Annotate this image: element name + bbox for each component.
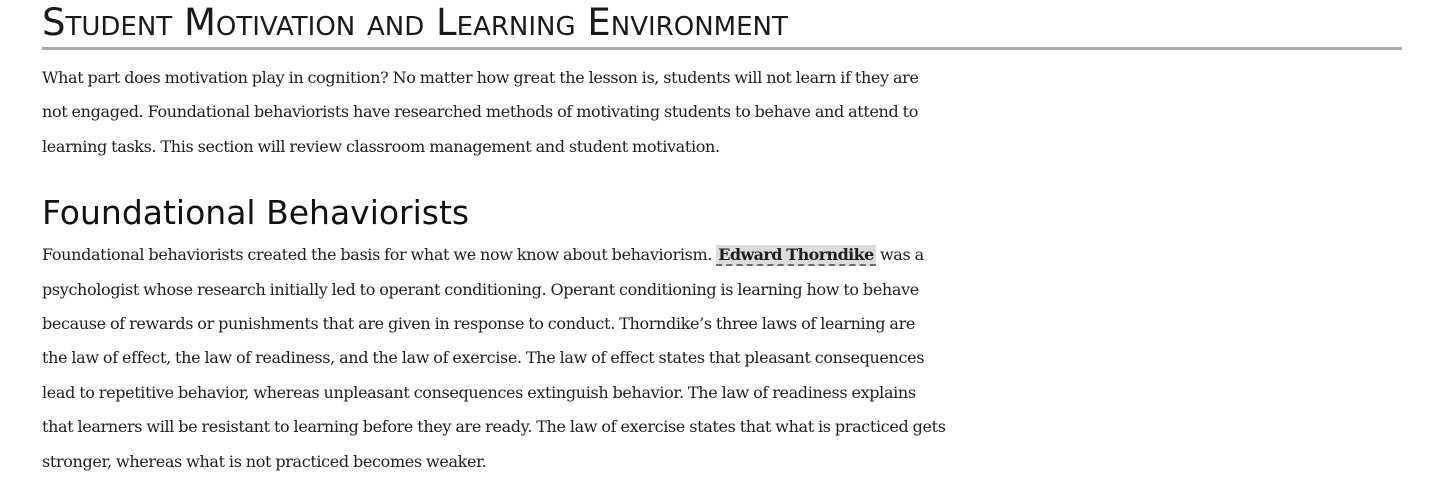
title-divider [42, 47, 1402, 50]
intro-line: learning tasks. This section will review classroom management and student motivation. [42, 136, 720, 156]
intro-paragraph [42, 61, 1404, 164]
body-line: the law of effect, the law of readiness, and the law of exercise. The law of effect states that pleasant consequences [42, 348, 925, 368]
subsection-title: Foundational Behaviorists [42, 193, 470, 233]
intro-line: What part does motivation play in cognition? No matter how great the lesson is, students will not learn if they are [42, 68, 919, 87]
document-page [42, 0, 1404, 479]
body-line [42, 238, 1404, 272]
body-text: was a [875, 245, 924, 265]
body-line: that learners will be resistant to learning before they are ready. The law of exercise states that what is practiced gets [42, 417, 946, 437]
body-line: because of rewards or punishments that are given in response to conduct. Thorndike’s three laws of learning are [42, 314, 916, 334]
section-title: Student Motivation and Learning Environment [42, 1, 788, 44]
body-line: stronger, whereas what is not practiced becomes weaker. [42, 451, 487, 471]
body-paragraph [42, 238, 1404, 479]
body-line: psychologist whose research initially led to operant conditioning. Operant conditioning is learning how to behave [42, 279, 919, 299]
intro-line: not engaged. Foundational behaviorists have researched methods of motivating students to behave and attend to [42, 102, 919, 122]
body-text: Foundational behaviorists created the basis for what we now know about behaviorism. [42, 245, 717, 265]
key-term-link[interactable]: Edward Thorndike [718, 245, 874, 265]
body-line: lead to repetitive behavior, whereas unpleasant consequences extinguish behavior. The law of readiness explains [42, 382, 916, 402]
